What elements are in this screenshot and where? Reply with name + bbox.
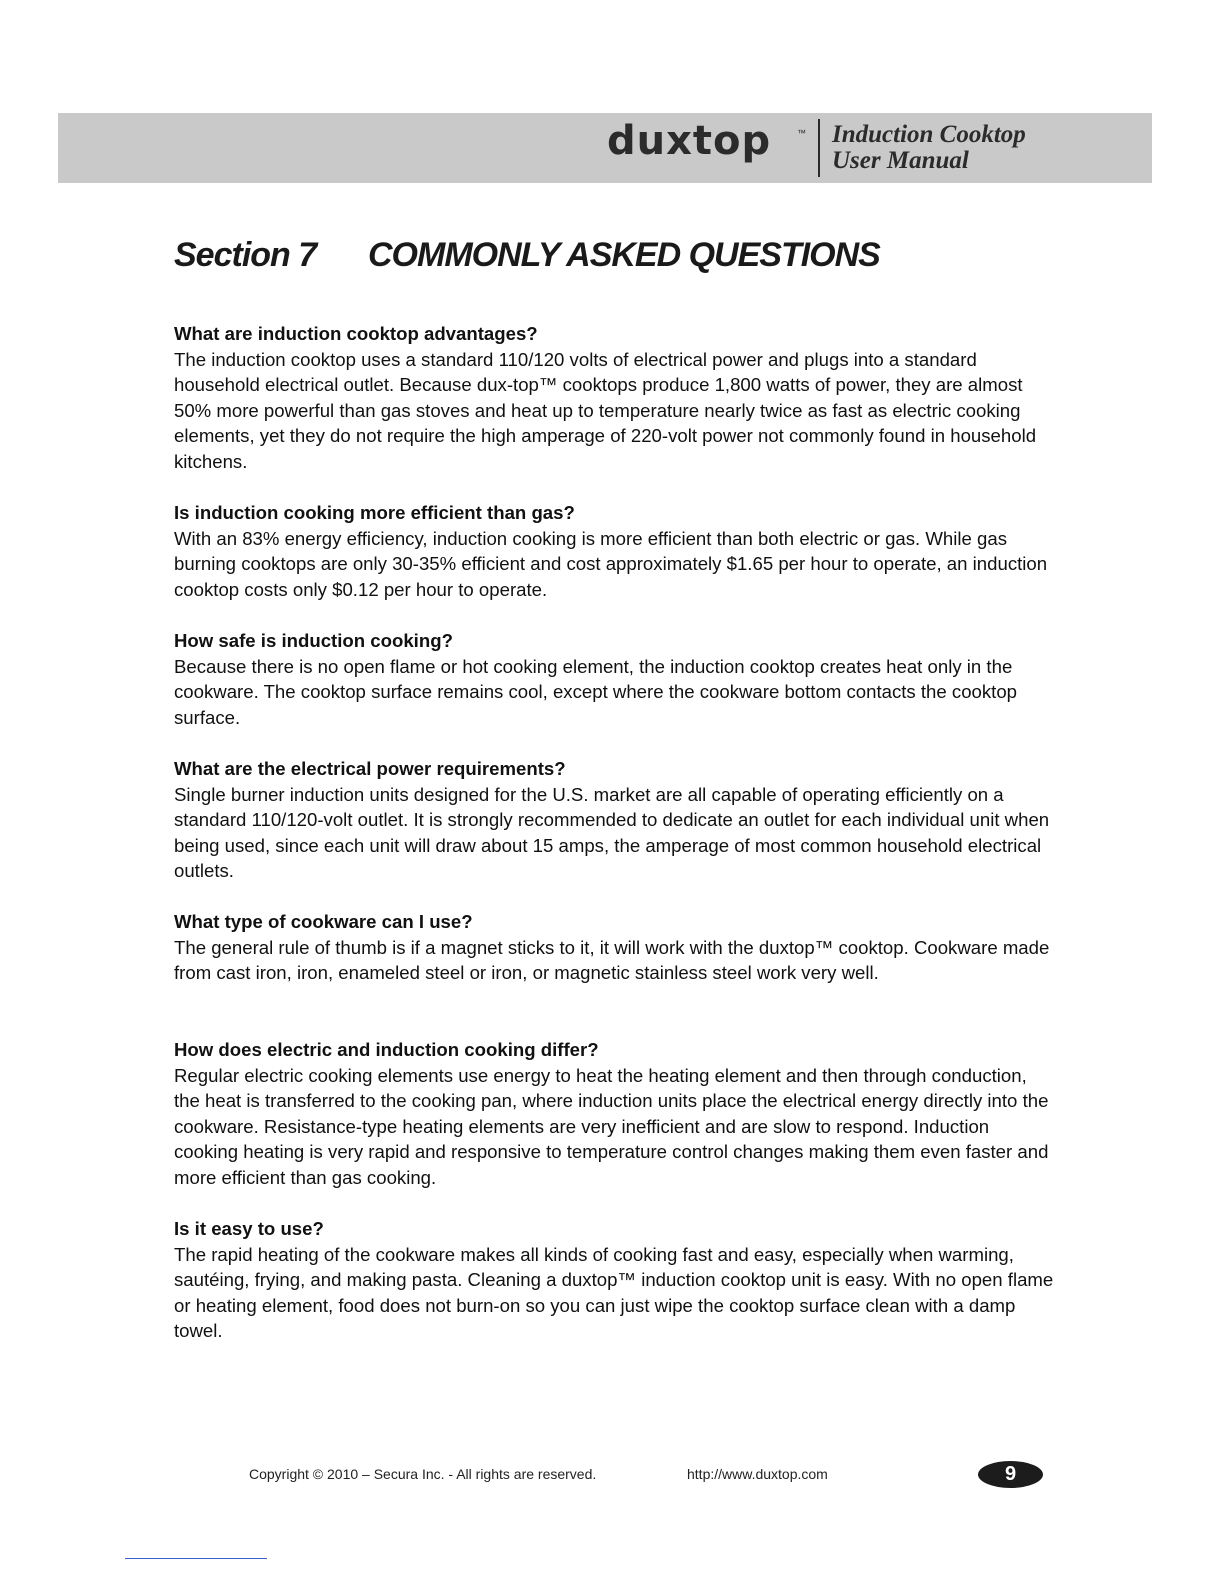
faq-answer: Single burner induction units designed for the U.S. market are all capable of operating efficiently on a standard 110/120-volt outlet. It is strongly recommended to dedicate an outlet for each individual unit when being used, since each unit will draw about 15 amps, the amperage of most common household electrical outlets. xyxy=(174,783,1050,882)
duxtop-logo: duxtop xyxy=(607,118,772,164)
section-label: Section 7 xyxy=(174,236,317,274)
faq-electric-vs-induction xyxy=(174,1037,1054,1191)
section-heading: COMMONLY ASKED QUESTIONS xyxy=(368,236,880,274)
faq-ease-of-use xyxy=(174,1216,1054,1344)
faq-advantages xyxy=(174,321,1054,475)
logo-trademark: ™ xyxy=(797,128,806,138)
bottom-rule xyxy=(125,1558,267,1559)
faq-answer: The rapid heating of the cookware makes all kinds of cooking fast and easy, especially when warming, sautéing, frying, and making pasta. Cleaning a duxtop™ induction cooktop unit is easy. With no open flame or heating element, food does not burn-on so you can just wipe the cooktop surface clean with a damp towel. xyxy=(174,1243,1054,1342)
faq-question: How does electric and induction cooking differ? xyxy=(174,1039,599,1060)
footer-copyright: Copyright © 2010 – Secura Inc. - All rights are reserved. xyxy=(249,1466,597,1482)
faq-answer: Regular electric cooking elements use energy to heat the heating element and then through conduction, the heat is transferred to the cooking pan, where induction units place the electrical energy directly into the cookware. Resistance-type heating elements are very inefficient and are slow to respond. Induction cooking heating is very rapid and responsive to temperature control changes making them even faster and more efficient than gas cooking. xyxy=(174,1064,1049,1188)
faq-answer: Because there is no open flame or hot cooking element, the induction cooktop creates heat only in the cookware. The cooktop surface remains cool, except where the cookware bottom contacts the cooktop surface. xyxy=(174,655,1018,728)
header-title-line1: Induction Cooktop xyxy=(832,121,1026,148)
faq-question: What are induction cooktop advantages? xyxy=(174,323,538,344)
page-number-badge: 9 xyxy=(978,1461,1043,1488)
faq-question: What type of cookware can I use? xyxy=(174,911,473,932)
faq-efficiency xyxy=(174,500,1054,602)
header-title-line2: User Manual xyxy=(832,147,969,174)
faq-question: How safe is induction cooking? xyxy=(174,630,453,651)
faq-cookware xyxy=(174,909,1054,986)
footer-url[interactable]: http://www.duxtop.com xyxy=(687,1466,828,1482)
faq-answer: With an 83% energy efficiency, induction cooking is more efficient than both electric or gas. While gas burning cooktops are only 30-35% efficient and cost approximately $1.65 per hour to operate, an induction cooktop costs only $0.12 per hour to operate. xyxy=(174,527,1048,600)
faq-power-requirements xyxy=(174,756,1054,884)
faq-answer: The general rule of thumb is if a magnet sticks to it, it will work with the duxtop™ cooktop. Cookware made from cast iron, iron, enameled steel or iron, or magnetic stainless steel work very well. xyxy=(174,936,1050,984)
header-divider xyxy=(818,119,820,177)
faq-answer: The induction cooktop uses a standard 110/120 volts of electrical power and plugs into a standard household electrical outlet. Because dux-top™ cooktops produce 1,800 watts of power, they are almost 50% more powerful than gas stoves and heat up to temperature nearly twice as fast as electric cooking elements, yet they do not require the high amperage of 220-volt power not commonly found in household kitchens. xyxy=(174,348,1037,472)
faq-safety xyxy=(174,628,1054,730)
faq-question: What are the electrical power requirements? xyxy=(174,758,566,779)
faq-question: Is it easy to use? xyxy=(174,1218,324,1239)
faq-question: Is induction cooking more efficient than gas? xyxy=(174,502,575,523)
